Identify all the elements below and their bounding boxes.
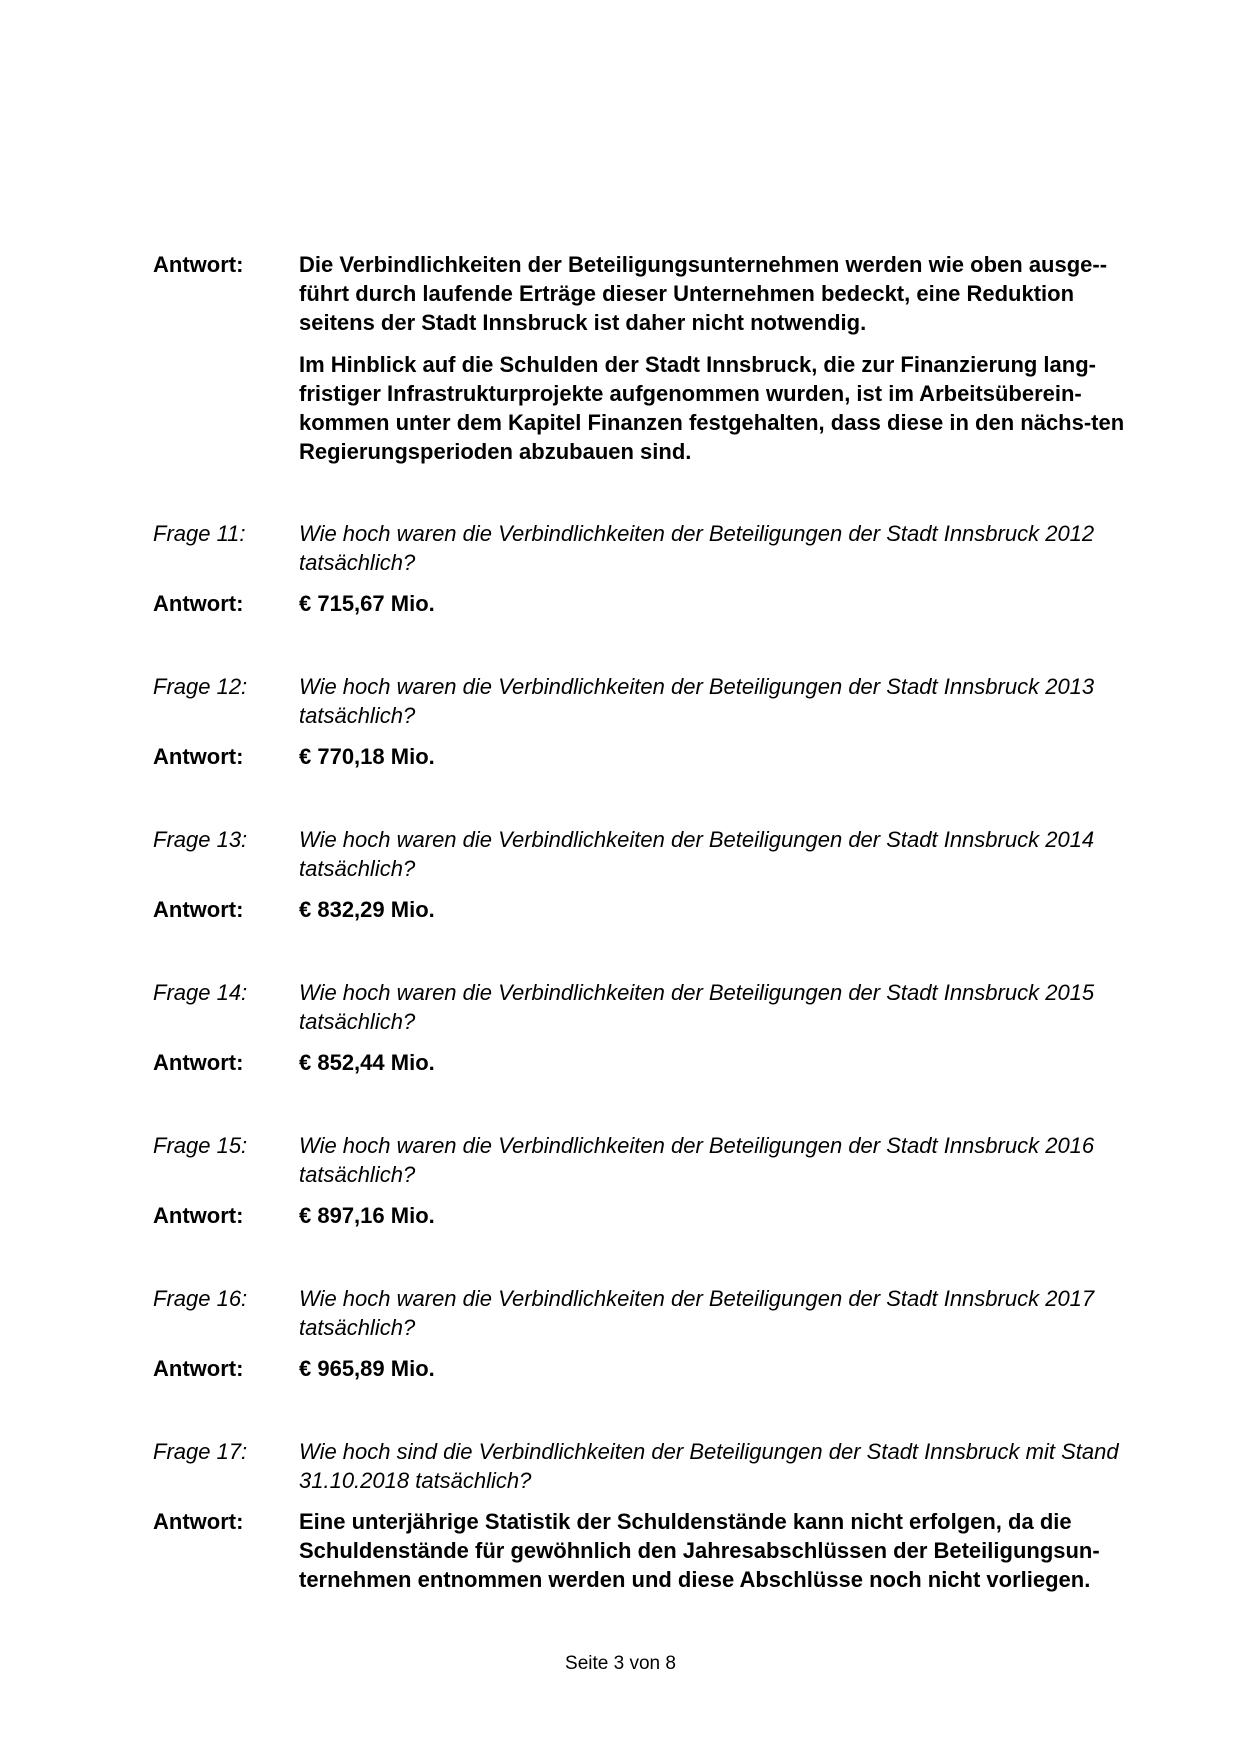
question-text: Wie hoch waren die Verbindlichkeiten der Beteiligungen der Stadt Innsbruck 2016 tatsächlich? [299,1133,1095,1187]
answer-text: € 965,89 Mio. [299,1356,435,1381]
question-label: Frage 16: [153,1286,248,1311]
answer-text [299,250,1145,466]
answer-paragraph: Die Verbindlichkeiten der Beteiligungsunternehmen werden wie oben ausge-führt durch laufende Erträge dieser Unternehmen bedeckt, eine Reduktion seitens der Stadt Innsbruck ist daher nicht notwendig. [299,252,1108,335]
answer-label: Antwort: [153,1203,244,1228]
question-text: Wie hoch waren die Verbindlichkeiten der Beteiligungen der Stadt Innsbruck 2013 tatsächlich? [299,674,1095,728]
question-text: Wie hoch waren die Verbindlichkeiten der Beteiligungen der Stadt Innsbruck 2017 tatsächlich? [299,1286,1095,1340]
question-text: Wie hoch waren die Verbindlichkeiten der Beteiligungen der Stadt Innsbruck 2015 tatsächlich? [299,980,1095,1034]
answer-label: Antwort: [153,744,244,769]
question-text: Wie hoch waren die Verbindlichkeiten der Beteiligungen der Stadt Innsbruck 2014 tatsächlich? [299,827,1095,881]
answer-paragraph: Im Hinblick auf die Schulden der Stadt Innsbruck, die zur Finanzierung lang-fristiger Infrastrukturprojekte aufgenommen wurden, ist im Arbeitsüberein-kommen unter dem Kapitel Finanzen festgehalten, dass diese in den nächs-ten Regierungsperioden abzubauen sind. [299,352,1125,464]
answer-text: € 852,44 Mio. [299,1050,435,1075]
question-text: Wie hoch waren die Verbindlichkeiten der Beteiligungen der Stadt Innsbruck 2012 tatsächlich? [299,521,1095,575]
question-label: Frage 15: [153,1133,248,1158]
question-text: Wie hoch sind die Verbindlichkeiten der Beteiligungen der Stadt Innsbruck mit Stand 31.10.2018 tatsächlich? [299,1439,1119,1493]
answer-text: € 832,29 Mio. [299,897,435,922]
page-number: Seite 3 von 8 [565,1653,676,1674]
answer-text: Eine unterjährige Statistik der Schuldenstände kann nicht erfolgen, da die Schuldenstände für gewöhnlich den Jahresabschlüssen der Beteiligungsun-ternehmen entnommen werden und diese Abschlüsse noch nicht vorliegen. [299,1509,1100,1592]
answer-label: Antwort: [153,252,244,277]
question-label: Frage 13: [153,827,248,852]
answer-label: Antwort: [153,1050,244,1075]
answer-label: Antwort: [153,1509,244,1534]
answer-label: Antwort: [153,897,244,922]
answer-label: Antwort: [153,1356,244,1381]
answer-label: Antwort: [153,591,244,616]
question-label: Frage 11: [153,521,246,546]
question-label: Frage 14: [153,980,248,1005]
question-label: Frage 12: [153,674,248,699]
question-label: Frage 17: [153,1439,248,1464]
answer-text: € 770,18 Mio. [299,744,435,769]
answer-text: € 715,67 Mio. [299,591,435,616]
answer-text: € 897,16 Mio. [299,1203,435,1228]
